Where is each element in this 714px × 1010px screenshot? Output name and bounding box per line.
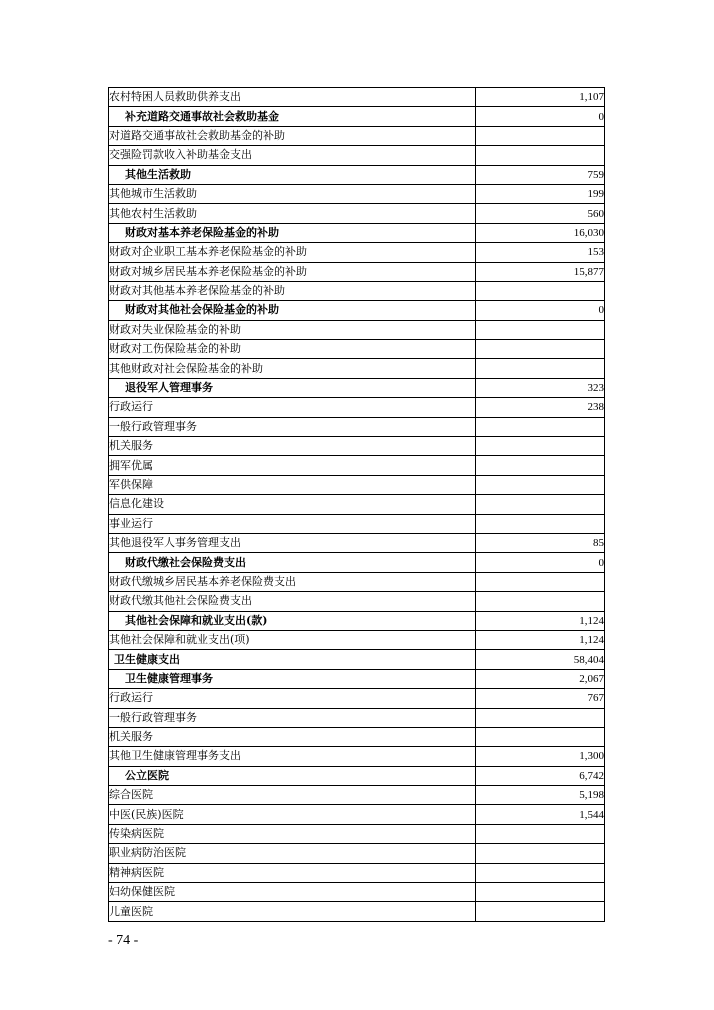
row-amount [476,456,605,475]
row-item-name: 退役军人管理事务 [109,378,476,397]
row-item-name: 公立医院 [109,766,476,785]
row-item-name: 精神病医院 [109,863,476,882]
table-row [109,824,605,843]
table-row [109,437,605,456]
row-amount: 2,067 [476,669,605,688]
row-amount [476,281,605,300]
row-amount: 759 [476,165,605,184]
table-row [109,417,605,436]
row-item-name: 综合医院 [109,786,476,805]
row-item-name: 财政对其他社会保险基金的补助 [109,301,476,320]
row-amount: 1,124 [476,611,605,630]
table-row [109,708,605,727]
table-row [109,611,605,630]
table-row [109,630,605,649]
table-row [109,514,605,533]
row-amount: 238 [476,398,605,417]
row-amount: 153 [476,243,605,262]
table-row [109,533,605,552]
table-row [109,863,605,882]
row-amount: 767 [476,689,605,708]
budget-table [108,87,605,922]
row-amount [476,126,605,145]
row-item-name: 财政代缴社会保险费支出 [109,553,476,572]
row-amount [476,572,605,591]
table-row [109,301,605,320]
row-amount: 560 [476,204,605,223]
table-row [109,883,605,902]
table-row [109,689,605,708]
row-item-name: 行政运行 [109,689,476,708]
row-item-name: 财政对失业保险基金的补助 [109,320,476,339]
table-row [109,281,605,300]
row-amount [476,592,605,611]
row-item-name: 儿童医院 [109,902,476,921]
row-amount: 1,300 [476,747,605,766]
row-amount [476,902,605,921]
row-item-name: 中医(民族)医院 [109,805,476,824]
table-row [109,398,605,417]
row-item-name: 其他社会保障和就业支出(款) [109,611,476,630]
table-row [109,359,605,378]
row-item-name: 妇幼保健医院 [109,883,476,902]
row-amount: 85 [476,533,605,552]
row-amount: 0 [476,301,605,320]
row-item-name: 其他卫生健康管理事务支出 [109,747,476,766]
row-item-name: 财政对基本养老保险基金的补助 [109,223,476,242]
table-row [109,88,605,107]
row-item-name: 其他社会保障和就业支出(项) [109,630,476,649]
row-amount [476,437,605,456]
row-item-name: 行政运行 [109,398,476,417]
row-item-name: 其他农村生活救助 [109,204,476,223]
table-row [109,107,605,126]
row-amount [476,708,605,727]
table-row [109,340,605,359]
row-amount [476,863,605,882]
table-row [109,650,605,669]
table-row [109,766,605,785]
table-row [109,146,605,165]
row-amount [476,883,605,902]
row-amount [476,514,605,533]
table-row [109,126,605,145]
table-row [109,553,605,572]
table-row [109,727,605,746]
row-item-name: 信息化建设 [109,495,476,514]
row-item-name: 财政对城乡居民基本养老保险基金的补助 [109,262,476,281]
row-item-name: 机关服务 [109,727,476,746]
table-row [109,320,605,339]
row-amount [476,359,605,378]
row-item-name: 军供保障 [109,475,476,494]
row-item-name: 其他财政对社会保险基金的补助 [109,359,476,378]
table-row [109,805,605,824]
table-row [109,243,605,262]
row-item-name: 机关服务 [109,437,476,456]
row-item-name: 卫生健康管理事务 [109,669,476,688]
row-amount: 58,404 [476,650,605,669]
table-row [109,572,605,591]
row-item-name: 其他退役军人事务管理支出 [109,533,476,552]
row-item-name: 职业病防治医院 [109,844,476,863]
table-row [109,669,605,688]
row-item-name: 财政代缴其他社会保险费支出 [109,592,476,611]
table-row [109,902,605,921]
row-item-name: 财政代缴城乡居民基本养老保险费支出 [109,572,476,591]
row-item-name: 财政对其他基本养老保险基金的补助 [109,281,476,300]
row-item-name: 卫生健康支出 [109,650,476,669]
row-item-name: 交强险罚款收入补助基金支出 [109,146,476,165]
row-amount: 6,742 [476,766,605,785]
row-amount: 1,124 [476,630,605,649]
row-item-name: 农村特困人员救助供养支出 [109,88,476,107]
table-row [109,844,605,863]
row-amount: 199 [476,184,605,203]
table-row [109,165,605,184]
row-amount [476,727,605,746]
row-amount: 1,107 [476,88,605,107]
row-item-name: 一般行政管理事务 [109,417,476,436]
row-amount [476,340,605,359]
row-amount [476,495,605,514]
row-amount: 16,030 [476,223,605,242]
row-item-name: 财政对工伤保险基金的补助 [109,340,476,359]
table-row [109,747,605,766]
row-item-name: 财政对企业职工基本养老保险基金的补助 [109,243,476,262]
table-row [109,495,605,514]
row-item-name: 补充道路交通事故社会救助基金 [109,107,476,126]
row-item-name: 拥军优属 [109,456,476,475]
row-amount: 1,544 [476,805,605,824]
row-amount [476,475,605,494]
row-item-name: 对道路交通事故社会救助基金的补助 [109,126,476,145]
table-row [109,456,605,475]
row-amount: 0 [476,553,605,572]
table-row [109,786,605,805]
table-row [109,378,605,397]
row-amount [476,146,605,165]
table-row [109,223,605,242]
row-item-name: 事业运行 [109,514,476,533]
row-item-name: 其他城市生活救助 [109,184,476,203]
row-amount [476,417,605,436]
row-amount [476,844,605,863]
budget-table-body [109,88,605,922]
row-item-name: 一般行政管理事务 [109,708,476,727]
row-amount: 15,877 [476,262,605,281]
table-row [109,204,605,223]
table-row [109,262,605,281]
table-row [109,184,605,203]
table-row [109,592,605,611]
table-row [109,475,605,494]
row-amount: 323 [476,378,605,397]
row-amount [476,824,605,843]
row-item-name: 传染病医院 [109,824,476,843]
page-number: - 74 - [108,933,139,948]
row-amount [476,320,605,339]
row-amount: 0 [476,107,605,126]
row-amount: 5,198 [476,786,605,805]
row-item-name: 其他生活救助 [109,165,476,184]
